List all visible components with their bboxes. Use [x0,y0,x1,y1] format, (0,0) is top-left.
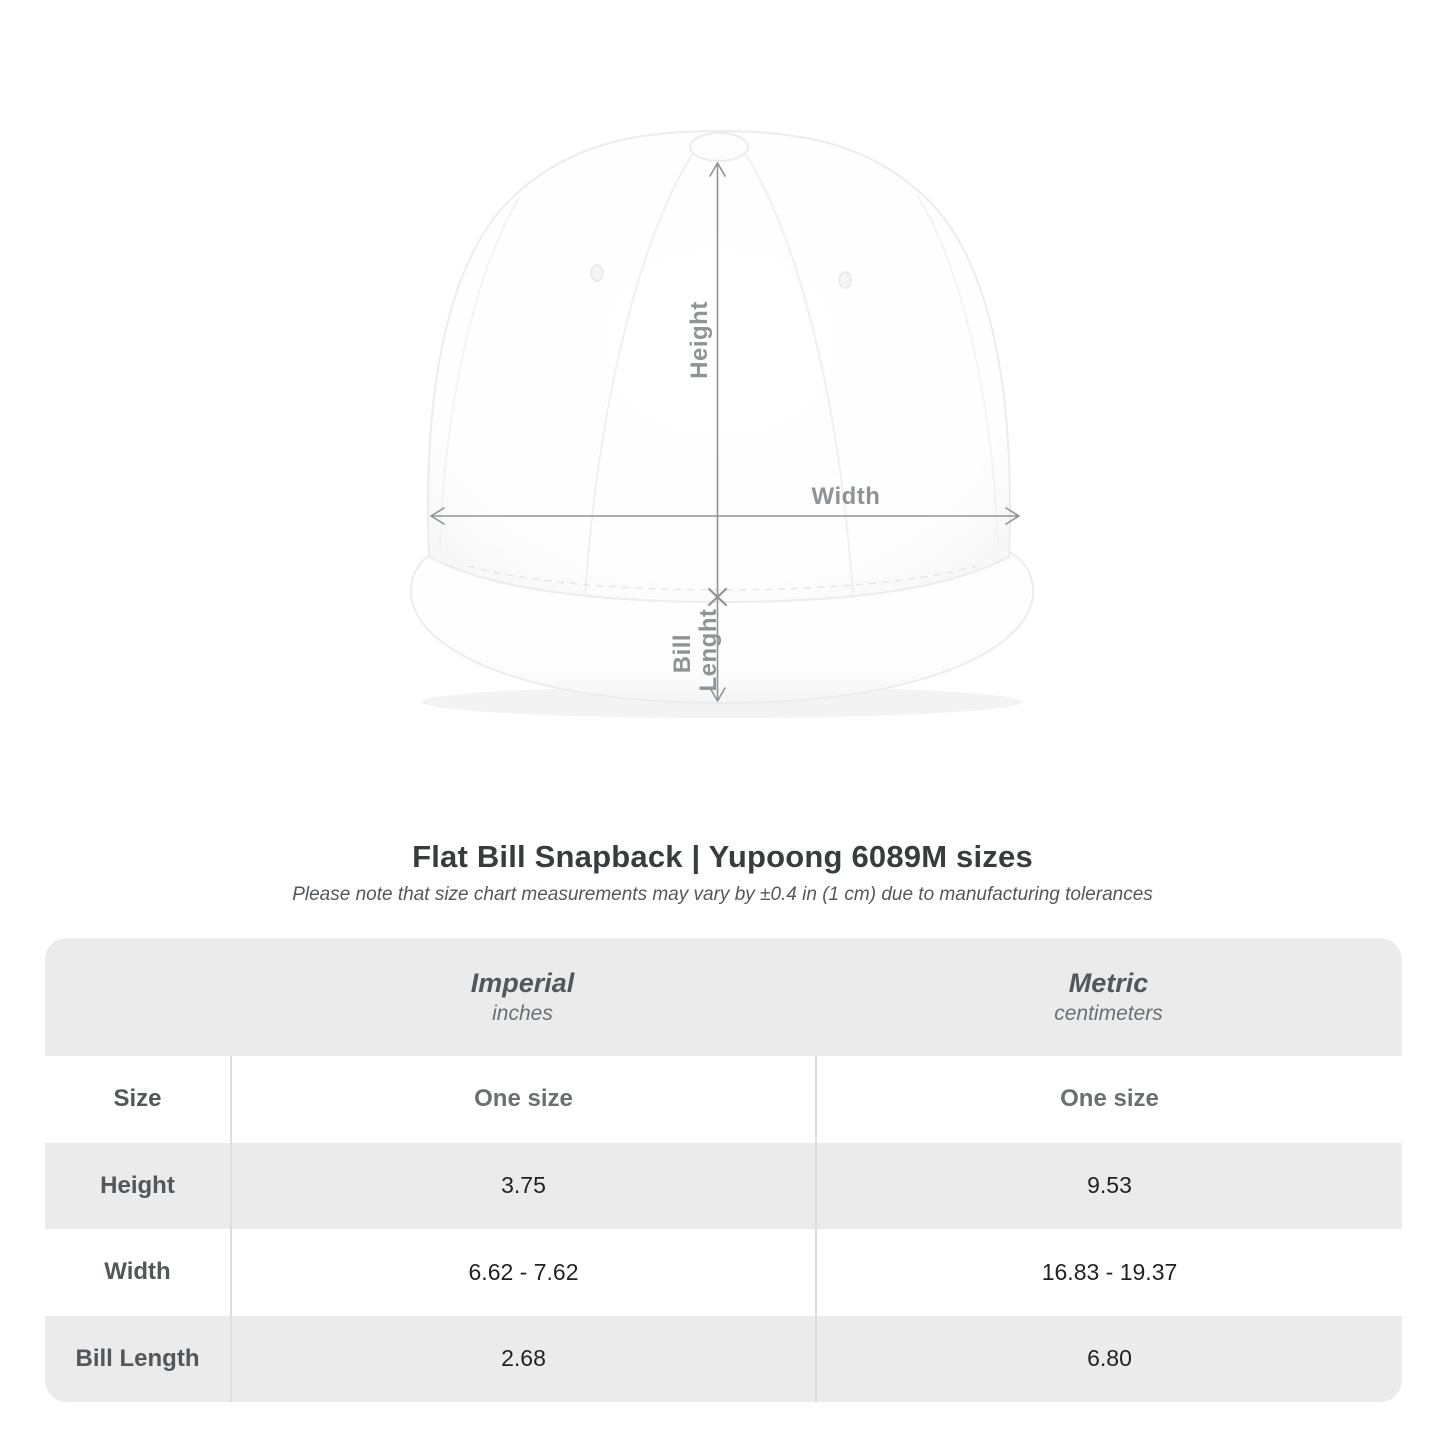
table-row-width [45,1229,1402,1316]
hat-eyelet-right [839,272,851,288]
metric-column-unit: centimeters [1054,1002,1163,1025]
header-cell-metric [815,938,1402,1056]
imperial-value: 2.68 [230,1316,815,1403]
hat-eyelet-left [591,265,603,281]
row-label: Size [113,1085,162,1113]
height-label: Height [686,301,713,379]
header-cell-imperial [230,938,815,1056]
hat-top-button [690,133,748,161]
page-subtitle: Please note that size chart measurements may vary by ±0.4 in (1 cm) due to manufacturing tolerances [292,884,1153,905]
metric-value: 6.80 [815,1316,1402,1403]
bill-length-label-line2: Lenght [695,608,722,692]
imperial-value: One size [230,1056,815,1143]
metric-column-title: Metric [1068,968,1149,998]
metric-value: 16.83 - 19.37 [815,1229,1402,1316]
hat-crown [428,131,1010,602]
imperial-value: 3.75 [230,1143,815,1230]
page-title: Flat Bill Snapback | Yupoong 6089M sizes [412,839,1033,874]
size-table [45,938,1402,1402]
row-label: Width [104,1258,171,1286]
table-row-bill-length [45,1316,1402,1403]
header-cell-empty [45,938,230,1056]
row-label: Height [100,1171,175,1199]
row-label: Bill Length [75,1344,200,1372]
size-table-header [45,938,1402,1056]
bill-length-label-line1: Bill [669,633,696,674]
width-label: Width [811,483,881,510]
metric-value: 9.53 [815,1143,1402,1230]
table-row-size [45,1056,1402,1143]
metric-value: One size [815,1056,1402,1143]
imperial-column-unit: inches [492,1002,553,1025]
table-row-height [45,1143,1402,1230]
imperial-value: 6.62 - 7.62 [230,1229,815,1316]
imperial-column-title: Imperial [470,968,575,998]
